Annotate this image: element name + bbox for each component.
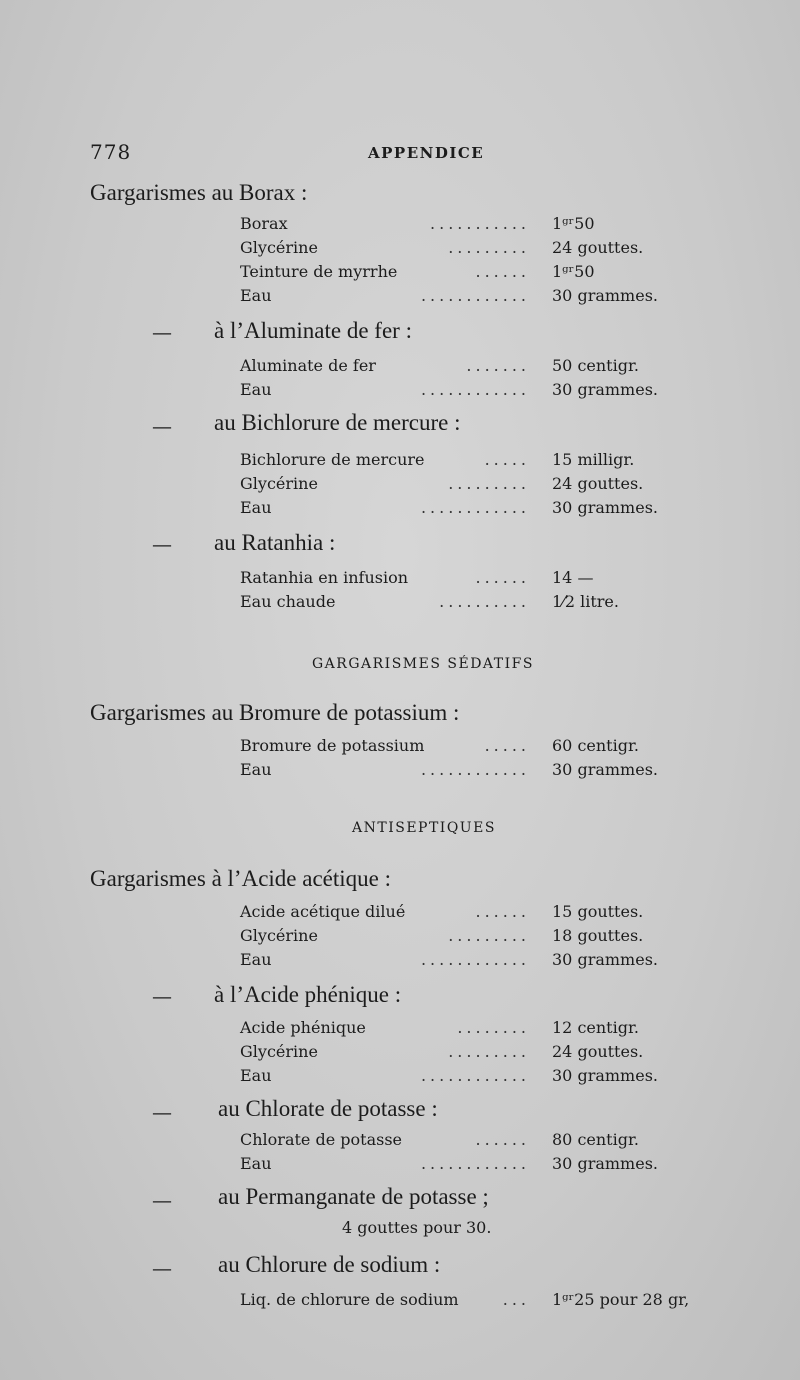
- heading-phenique: à l’Acide phénique :: [214, 982, 402, 1007]
- ingredient-name: Liq. de chlorure de sodium: [240, 1290, 459, 1309]
- recipe-row: Eau ............ 30 grammes.: [240, 286, 658, 305]
- ingredient-qty: 14 —: [552, 568, 594, 587]
- ingredient-qty: 80 centigr.: [552, 1130, 639, 1149]
- ditto-dash: —: [152, 414, 172, 438]
- ditto-dash: —: [152, 532, 172, 556]
- ingredient-qty: 24 gouttes.: [552, 238, 644, 257]
- ingredient-name: Ratanhia en infusion: [240, 568, 409, 587]
- ingredient-name: Teinture de myrrhe: [240, 262, 398, 281]
- ingredient-qty: 1ᵍʳ50: [552, 214, 595, 233]
- recipe-row: Acide acétique dilué ...... 15 gouttes.: [240, 902, 644, 921]
- recipe-row: Eau ............ 30 grammes.: [240, 950, 658, 969]
- ingredient-qty: 30 grammes.: [552, 760, 658, 779]
- ingredient-qty: 1ᵍʳ25 pour 28 gr,: [552, 1290, 690, 1309]
- ingredient-qty: 24 gouttes.: [552, 1042, 644, 1061]
- ingredient-name: Eau chaude: [240, 592, 336, 611]
- heading-bromure: Gargarismes au Bromure de potassium :: [90, 700, 460, 725]
- ingredient-qty: 1ᵍʳ50: [552, 262, 595, 281]
- ingredient-name: Eau: [240, 498, 272, 517]
- ingredient-qty: 30 grammes.: [552, 380, 658, 399]
- ingredient-qty: 30 grammes.: [552, 498, 658, 517]
- ingredient-name: Aluminate de fer: [240, 356, 376, 375]
- ingredient-name: Glycérine: [240, 926, 318, 945]
- ingredient-name: Chlorate de potasse: [240, 1130, 402, 1149]
- ingredient-name: Glycérine: [240, 474, 318, 493]
- heading-aluminate: à l’Aluminate de fer :: [214, 318, 412, 343]
- ingredient-qty: 30 grammes.: [552, 1154, 658, 1173]
- ingredient-qty: 12 centigr.: [552, 1018, 639, 1037]
- ingredient-name: Eau: [240, 1066, 272, 1085]
- ingredient-name: Acide phénique: [240, 1018, 366, 1037]
- ingredient-name: Acide acétique dilué: [240, 902, 406, 921]
- ingredient-qty: 24 gouttes.: [552, 474, 644, 493]
- running-title: APPENDICE: [368, 144, 485, 162]
- heading-chlorure: au Chlorure de sodium :: [218, 1252, 441, 1277]
- recipe-row: Bromure de potassium ..... 60 centigr.: [240, 736, 639, 755]
- ingredient-qty: 18 gouttes.: [552, 926, 644, 945]
- ditto-dash: —: [152, 1256, 172, 1280]
- ingredient-qty: 15 milligr.: [552, 450, 635, 469]
- ditto-dash: —: [152, 320, 172, 344]
- ditto-dash: —: [152, 984, 172, 1008]
- ingredient-qty: 15 gouttes.: [552, 902, 644, 921]
- ingredient-qty: 30 grammes.: [552, 950, 658, 969]
- ingredient-name: Eau: [240, 380, 272, 399]
- section-title-antiseptiques: ANTISEPTIQUES: [352, 820, 496, 836]
- page-number: 778: [90, 140, 132, 164]
- page-header: [0, 140, 800, 170]
- ingredient-qty: 30 grammes.: [552, 1066, 658, 1085]
- recipe-row: Glycérine ......... 24 gouttes.: [240, 474, 644, 493]
- recipe-row: Bichlorure de mercure ..... 15 milligr.: [240, 450, 635, 469]
- ingredient-name: Eau: [240, 286, 272, 305]
- permanganate-note: 4 gouttes pour 30.: [342, 1218, 492, 1237]
- recipe-row: Eau ............ 30 grammes.: [240, 1154, 658, 1173]
- ingredient-name: Glycérine: [240, 1042, 318, 1061]
- heading-permanganate: au Permanganate de potasse ;: [218, 1184, 489, 1209]
- recipe-row: Aluminate de fer ....... 50 centigr.: [240, 356, 639, 375]
- recipe-row: Eau ............ 30 grammes.: [240, 498, 658, 517]
- recipe-row: Acide phénique ........ 12 centigr.: [240, 1018, 639, 1037]
- heading-bichlorure: au Bichlorure de mercure :: [214, 410, 461, 435]
- recipe-row: Eau chaude .......... 1⁄2 litre.: [240, 592, 619, 611]
- ingredient-name: Bichlorure de mercure: [240, 450, 425, 469]
- recipe-row: Chlorate de potasse ...... 80 centigr.: [240, 1130, 639, 1149]
- ingredient-qty: 60 centigr.: [552, 736, 639, 755]
- heading-acetique: Gargarismes à l’Acide acétique :: [90, 866, 391, 891]
- heading-chlorate: au Chlorate de potasse :: [218, 1096, 438, 1121]
- recipe-row: Eau ............ 30 grammes.: [240, 1066, 658, 1085]
- recipe-row: Teinture de myrrhe ...... 1ᵍʳ50: [240, 262, 595, 281]
- ingredient-name: Glycérine: [240, 238, 318, 257]
- recipe-row: Glycérine ......... 18 gouttes.: [240, 926, 644, 945]
- ingredient-qty: 50 centigr.: [552, 356, 639, 375]
- ingredient-qty: 1⁄2 litre.: [552, 592, 619, 611]
- recipe-row: Glycérine ......... 24 gouttes.: [240, 1042, 644, 1061]
- heading-ratanhia: au Ratanhia :: [214, 530, 336, 555]
- ingredient-name: Eau: [240, 1154, 272, 1173]
- section-title-sedatifs: GARGARISMES SÉDATIFS: [312, 656, 534, 672]
- ditto-dash: —: [152, 1100, 172, 1124]
- recipe-row: Eau ............ 30 grammes.: [240, 760, 658, 779]
- ingredient-name: Borax: [240, 214, 288, 233]
- recipe-row: Liq. de chlorure de sodium ... 1ᵍʳ25 pour 28 gr,: [240, 1290, 690, 1309]
- recipe-row: Ratanhia en infusion ...... 14 —: [240, 568, 594, 587]
- recipe-row: Borax ........... 1ᵍʳ50: [240, 214, 595, 233]
- heading-borax: Gargarismes au Borax :: [90, 180, 308, 205]
- ditto-dash: —: [152, 1188, 172, 1212]
- recipe-row: Eau ............ 30 grammes.: [240, 380, 658, 399]
- ingredient-qty: 30 grammes.: [552, 286, 658, 305]
- recipe-row: Glycérine ......... 24 gouttes.: [240, 238, 644, 257]
- ingredient-name: Eau: [240, 950, 272, 969]
- ingredient-name: Eau: [240, 760, 272, 779]
- ingredient-name: Bromure de potassium: [240, 736, 425, 755]
